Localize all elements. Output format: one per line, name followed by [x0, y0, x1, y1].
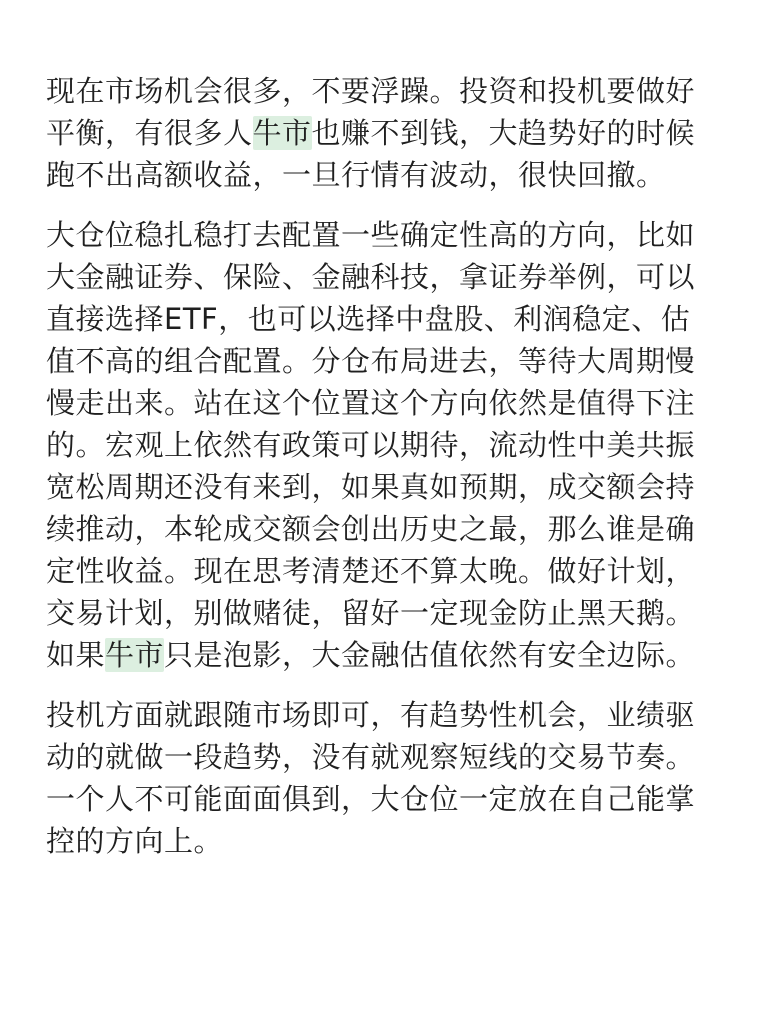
text-line [46, 424, 726, 466]
text-line [46, 820, 726, 862]
text-segment: 定性收益。现在思考清楚还不算太晚。做好计划， [46, 554, 696, 588]
text-segment: 跑不出高额收益，一旦行情有波动，很快回撤。 [46, 158, 666, 192]
text-line [46, 466, 726, 508]
text-segment: 投机方面就跟随市场即可，有趋势性机会，业绩驱 [46, 698, 696, 732]
text-line [46, 634, 726, 676]
text-line [46, 298, 726, 340]
text-line [46, 694, 726, 736]
highlighted-keyword[interactable]: 牛市 [105, 638, 165, 672]
paragraph-1 [46, 70, 726, 196]
highlighted-keyword[interactable]: 牛市 [252, 116, 312, 150]
text-segment: 宽松周期还没有来到，如果真如预期，成交额会持 [46, 470, 696, 504]
text-line [46, 256, 726, 298]
text-segment: 现在市场机会很多，不要浮躁。投资和投机要做好 [46, 74, 696, 108]
text-line [46, 70, 726, 112]
text-segment: 控的方向上。 [46, 824, 224, 858]
text-segment: 也赚不到钱，大趋势好的时候 [311, 116, 696, 150]
text-line [46, 778, 726, 820]
text-segment: 如果 [46, 638, 106, 672]
paragraph-3 [46, 694, 726, 862]
paragraph-2 [46, 214, 726, 676]
text-segment: 的。宏观上依然有政策可以期待，流动性中美共振 [46, 428, 696, 462]
text-segment: 直接选择ETF，也可以选择中盘股、利润稳定、估 [46, 302, 691, 336]
text-line [46, 508, 726, 550]
text-line [46, 154, 726, 196]
text-segment: 慢走出来。站在这个位置这个方向依然是值得下注 [46, 386, 696, 420]
text-segment: 大仓位稳扎稳打去配置一些确定性高的方向，比如 [46, 218, 696, 252]
text-segment: 只是泡影，大金融估值依然有安全边际。 [164, 638, 696, 672]
text-segment: 大金融证券、保险、金融科技，拿证券举例，可以 [46, 260, 696, 294]
text-line [46, 340, 726, 382]
text-segment: 值不高的组合配置。分仓布局进去，等待大周期慢 [46, 344, 696, 378]
text-segment: 一个人不可能面面俱到，大仓位一定放在自己能掌 [46, 782, 696, 816]
text-segment: 续推动，本轮成交额会创出历史之最，那么谁是确 [46, 512, 696, 546]
text-line [46, 214, 726, 256]
text-line [46, 550, 726, 592]
text-line [46, 112, 726, 154]
text-segment: 平衡，有很多人 [46, 116, 253, 150]
text-line [46, 592, 726, 634]
text-line [46, 736, 726, 778]
text-segment: 动的就做一段趋势，没有就观察短线的交易节奏。 [46, 740, 696, 774]
article-body [46, 70, 726, 880]
text-segment: 交易计划，别做赌徒，留好一定现金防止黑天鹅。 [46, 596, 696, 630]
text-line [46, 382, 726, 424]
